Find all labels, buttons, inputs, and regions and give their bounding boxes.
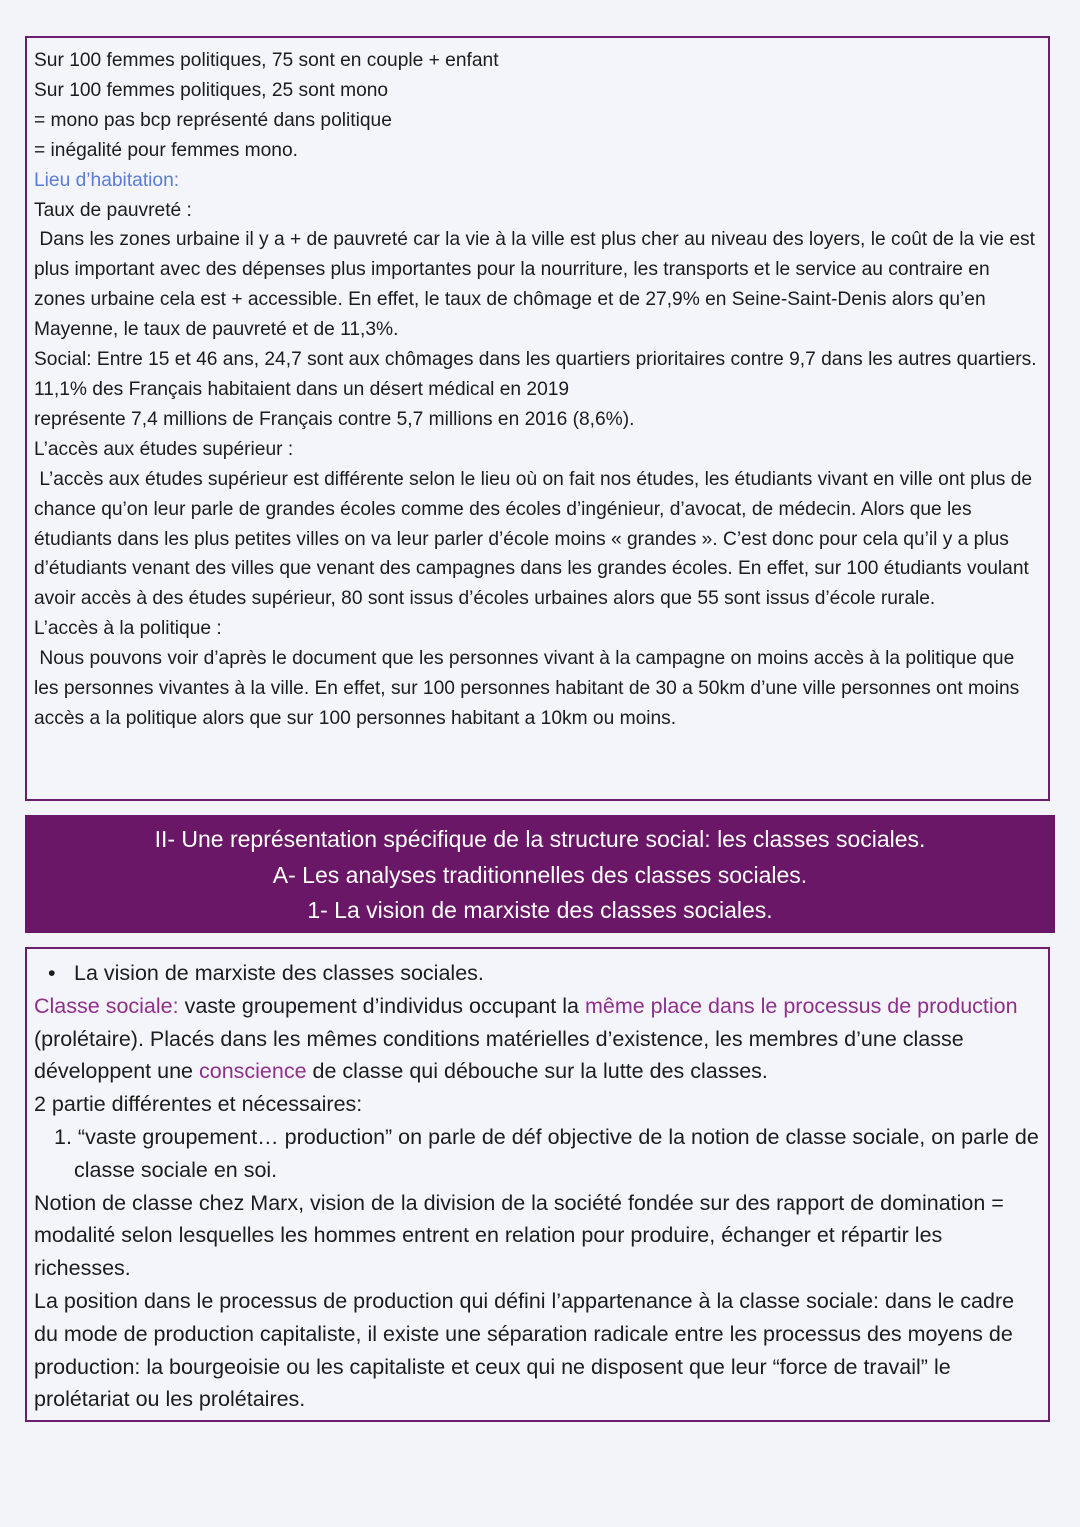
text: de classe qui débouche sur la lutte des classes. (306, 1059, 768, 1084)
bullet-item: • La vision de marxiste des classes sociales. (34, 957, 1040, 990)
text-line: Sur 100 femmes politiques, 75 sont en couple + enfant (34, 50, 499, 71)
section-title-banner (25, 815, 1055, 933)
paragraph: L’accès aux études supérieur est différente selon le lieu où on fait nos études, les étudiants vivant en ville ont plus de chance qu’on leur parle de grandes écoles comme des écoles d’ingénieur, d’avocat, de médecin. Alors que les étudiants dans les plus petites villes on va leur parler d’école moins « grandes ». C’est donc pour cela qu’il y a plus d’étudiants venant des villes que venant des campagnes dans les grandes écoles. En effet, sur 100 étudiants voulant avoir accès à des études supérieur, 80 sont issus d’écoles urbaines alors que 55 sont issus d’école rurale. (34, 468, 1038, 610)
text-line: 2 partie différentes et nécessaires: (34, 1092, 363, 1117)
paragraph: Nous pouvons voir d’après le document que les personnes vivant à la campagne on moins accès à la politique que les personnes vivantes à la ville. En effet, sur 100 personnes habitant de 30 a 50km d’une ville personnes ont moins accès a la politique alors que sur 100 personnes habitant a 10km ou moins. (34, 648, 1025, 729)
section-heading: Lieu d’habitation: (34, 169, 180, 191)
notes-box-marxiste (25, 947, 1050, 1422)
subheading: L’accès à la politique : (34, 618, 222, 640)
highlight: conscience (198, 1059, 307, 1084)
definition-term: Classe sociale: (34, 993, 179, 1018)
title-line-1: II- Une représentation spécifique de la structure social: les classes sociales. (154, 826, 926, 852)
text-line: = inégalité pour femmes mono. (34, 139, 298, 161)
paragraph: Notion de classe chez Marx, vision de la division de la société fondée sur des rapport de domination = modalité selon lesquelles les hommes entrent en relation pour produire, échanger et répartir les richesses. (34, 1190, 1004, 1281)
title-line-3: 1- La vision de marxiste des classes sociales. (307, 897, 773, 923)
numbered-item: 1. “vaste groupement… production” on parle de déf objective de la notion de classe sociale, on parle de classe sociale en soi. (54, 1124, 1039, 1182)
subheading: Taux de pauvreté : (34, 199, 192, 221)
paragraph: La position dans le processus de production qui défini l’appartenance à la classe sociale: dans le cadre du mode de production capitaliste, il existe une séparation radicale entre les processus des moyens de production: la bourgeoisie ou les capitaliste et ceux qui ne disposent que leur “force de travail” le prolétariat ou les prolétaires. (34, 1288, 1015, 1412)
title-line-2: A- Les analyses traditionnelles des classes sociales. (272, 861, 808, 888)
definition-paragraph (34, 990, 1040, 1088)
subheading: L’accès aux études supérieur : (34, 438, 294, 460)
text-line: = mono pas bcp représenté dans politique (34, 109, 392, 131)
paragraph: Social: Entre 15 et 46 ans, 24,7 sont aux chômages dans les quartiers prioritaires contre 9,7 dans les autres quartiers. (34, 349, 1037, 371)
text-line: représente 7,4 millions de Français contre 5,7 millions en 2016 (8,6%). (34, 408, 635, 430)
text-line: Sur 100 femmes politiques, 25 sont mono (34, 79, 389, 101)
text: (prolétaire). Placés dans les mêmes conditions matérielles d’existence, les membres d’une classe développent une (34, 1026, 964, 1084)
paragraph: Dans les zones urbaine il y a + de pauvreté car la vie à la ville est plus cher au niveau des loyers, le coût de la vie est plus important avec des dépenses plus importantes pour la nourriture, les transports et le service au contraire en zones urbaine cela est + accessible. En effet, le taux de chômage et de 27,9% en Seine-Saint-Denis alors qu’en Mayenne, le taux de pauvreté et de 11,3%. (34, 229, 1041, 341)
text-line: 11,1% des Français habitaient dans un désert médical en 2019 (34, 378, 570, 400)
text: vaste groupement d’individus occupant la (178, 993, 585, 1018)
notes-box-lieu-habitation (25, 36, 1050, 801)
highlight: même place dans le processus de production (584, 993, 1018, 1018)
